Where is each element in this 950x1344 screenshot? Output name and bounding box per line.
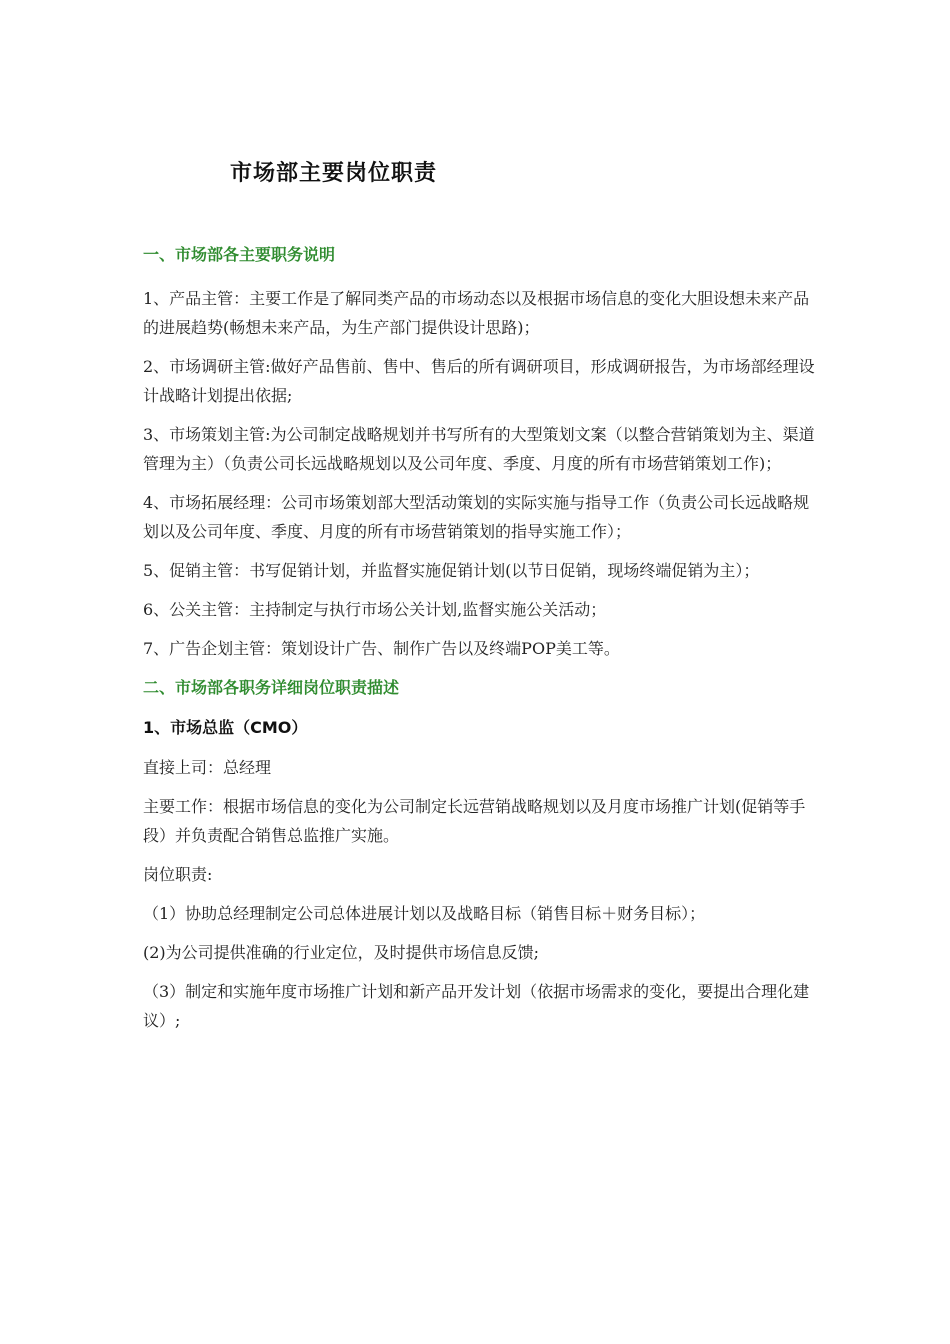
supervisor-line: 直接上司：总经理 bbox=[143, 758, 272, 777]
list-item: 3、市场策划主管:为公司制定战略规划并书写所有的大型策划文案（以整合营销策划为主、渠道管理为主）（负责公司长远战略规划以及公司年度、季度、月度的所有市场营销策划工作)； bbox=[143, 425, 815, 473]
duty-item: （3）制定和实施年度市场推广计划和新产品开发计划（依据市场需求的变化，要提出合理化建议）; bbox=[143, 982, 810, 1030]
list-item: 1、产品主管：主要工作是了解同类产品的市场动态以及根据市场信息的变化大胆设想未来产品的进展趋势(畅想未来产品，为生产部门提供设计思路)； bbox=[143, 289, 810, 337]
duty-item: （1）协助总经理制定公司总体进展计划以及战略目标（销售目标＋财务目标）； bbox=[143, 904, 706, 923]
section-heading-1: 一、市场部各主要职务说明 bbox=[143, 245, 336, 264]
list-item: 2、市场调研主管:做好产品售前、售中、售后的所有调研项目，形成调研报告，为市场部经理设计战略计划提出依据; bbox=[143, 357, 815, 405]
duty-item: (2)为公司提供准确的行业定位，及时提供市场信息反馈; bbox=[143, 943, 540, 962]
list-item: 5、促销主管：书写促销计划，并监督实施促销计划(以节日促销，现场终端促销为主）； bbox=[143, 561, 760, 580]
duties-label: 岗位职责: bbox=[143, 865, 213, 884]
main-work-paragraph: 主要工作：根据市场信息的变化为公司制定长远营销战略规划以及月度市场推广计划(促销等手段）并负责配合销售总监推广实施。 bbox=[143, 797, 806, 845]
list-item: 7、广告企划主管：策划设计广告、制作广告以及终端POP美工等。 bbox=[143, 639, 620, 658]
document-body bbox=[143, 240, 823, 1035]
page-title: 市场部主要岗位职责 bbox=[230, 161, 438, 186]
role-heading: 1、市场总监（CMO） bbox=[143, 718, 308, 737]
list-item: 6、公关主管：主持制定与执行市场公关计划,监督实施公关活动； bbox=[143, 600, 607, 619]
list-item: 4、市场拓展经理：公司市场策划部大型活动策划的实际实施与指导工作（负责公司长远战略规划以及公司年度、季度、月度的所有市场营销策划的指导实施工作）； bbox=[143, 493, 810, 541]
section-heading-2: 二、市场部各职务详细岗位职责描述 bbox=[143, 678, 400, 697]
